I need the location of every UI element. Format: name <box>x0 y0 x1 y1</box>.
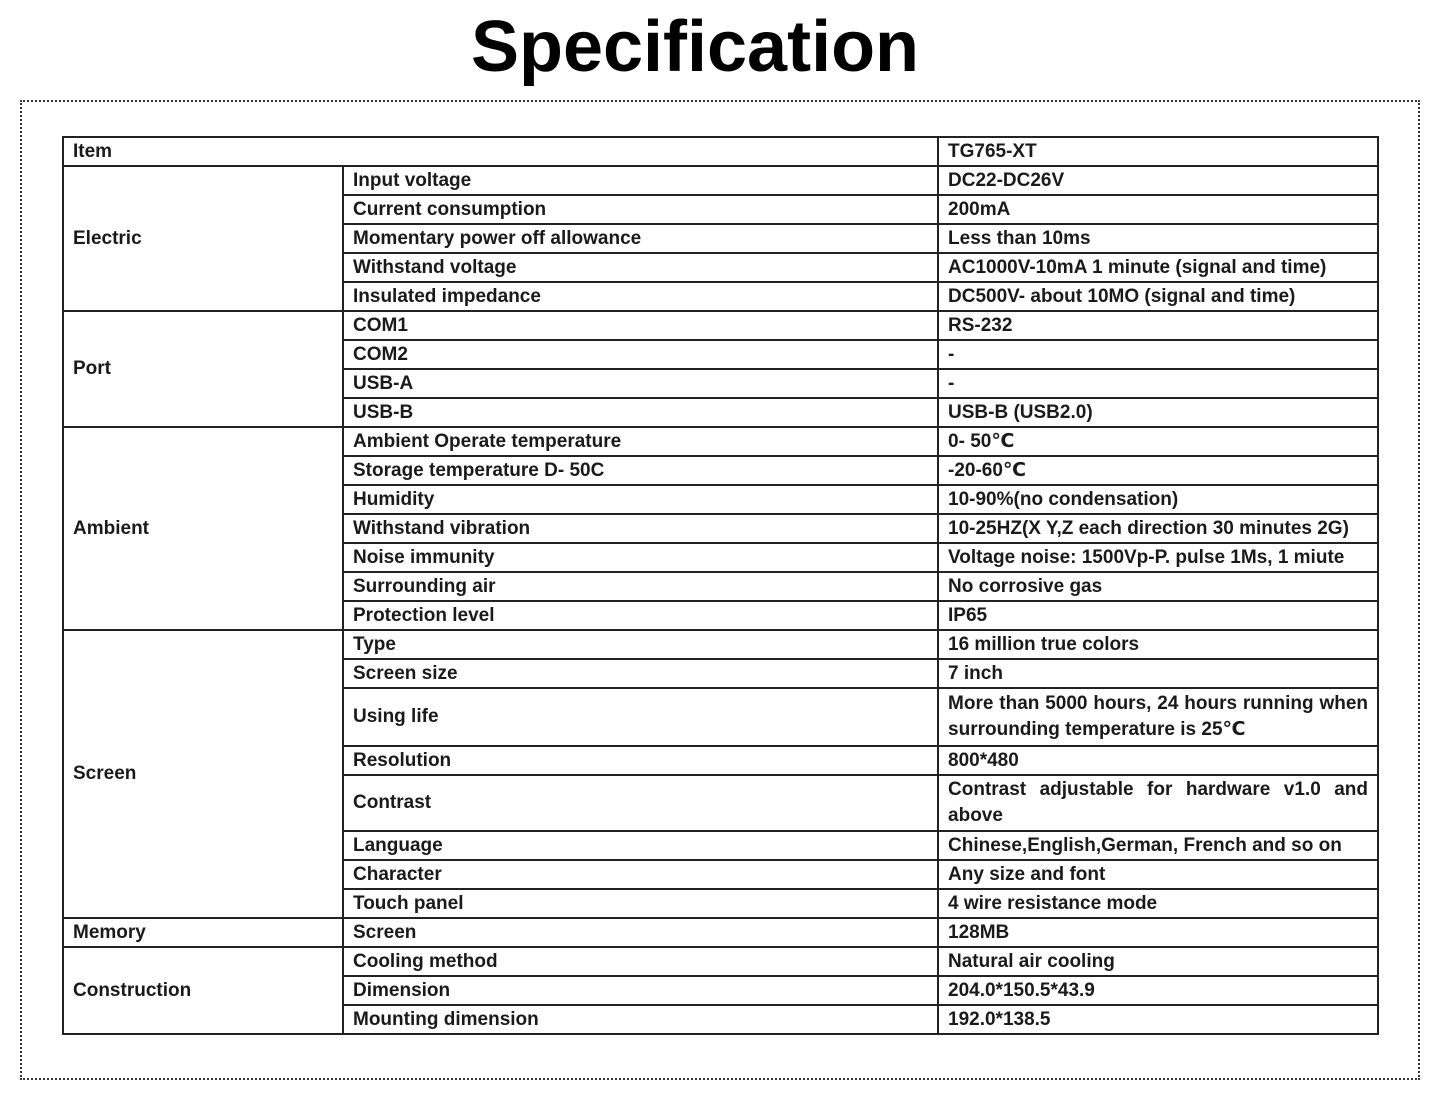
param-cell: Language <box>343 831 938 860</box>
param-cell: Cooling method <box>343 947 938 976</box>
table-row <box>63 427 1378 456</box>
param-cell: Humidity <box>343 485 938 514</box>
param-cell: Character <box>343 860 938 889</box>
group-ambient: Ambient <box>63 427 343 630</box>
group-port: Port <box>63 311 343 427</box>
value-cell: 200mA <box>938 195 1378 224</box>
value-cell: Contrast adjustable for hardware v1.0 and above <box>938 775 1378 831</box>
value-cell: Voltage noise: 1500Vp-P. pulse 1Ms, 1 miute <box>938 543 1378 572</box>
page-title: Specification <box>470 7 920 87</box>
header-model-cell: TG765-XT <box>938 137 1378 166</box>
spec-table <box>62 136 1379 1035</box>
value-cell: 800*480 <box>938 746 1378 775</box>
value-cell: -20-60℃ <box>938 456 1378 485</box>
value-cell: 10-90%(no condensation) <box>938 485 1378 514</box>
value-cell: DC22-DC26V <box>938 166 1378 195</box>
table-row <box>63 311 1378 340</box>
param-cell: Ambient Operate temperature <box>343 427 938 456</box>
group-construction: Construction <box>63 947 343 1034</box>
table-header-row <box>63 137 1378 166</box>
param-cell: Dimension <box>343 976 938 1005</box>
header-item-cell: Item <box>63 137 938 166</box>
value-cell: 16 million true colors <box>938 630 1378 659</box>
value-cell: 192.0*138.5 <box>938 1005 1378 1034</box>
param-cell: Withstand vibration <box>343 514 938 543</box>
value-cell: RS-232 <box>938 311 1378 340</box>
group-memory: Memory <box>63 918 343 947</box>
value-cell: 0- 50℃ <box>938 427 1378 456</box>
param-cell: Storage temperature D- 50C <box>343 456 938 485</box>
value-cell: Any size and font <box>938 860 1378 889</box>
value-cell: 10-25HZ(X Y,Z each direction 30 minutes 2G) <box>938 514 1378 543</box>
param-cell: Current consumption <box>343 195 938 224</box>
value-cell: Chinese,English,German, French and so on <box>938 831 1378 860</box>
param-cell: Screen <box>343 918 938 947</box>
param-cell: Resolution <box>343 746 938 775</box>
value-cell: Less than 10ms <box>938 224 1378 253</box>
value-cell: 7 inch <box>938 659 1378 688</box>
table-row <box>63 166 1378 195</box>
value-cell: 128MB <box>938 918 1378 947</box>
value-cell: More than 5000 hours, 24 hours running when surrounding temperature is 25℃ <box>938 688 1378 746</box>
param-cell: Withstand voltage <box>343 253 938 282</box>
group-screen: Screen <box>63 630 343 918</box>
table-row <box>63 947 1378 976</box>
value-cell: Natural air cooling <box>938 947 1378 976</box>
value-cell: IP65 <box>938 601 1378 630</box>
value-cell: AC1000V-10mA 1 minute (signal and time) <box>938 253 1378 282</box>
param-cell: Contrast <box>343 775 938 831</box>
param-cell: Using life <box>343 688 938 746</box>
param-cell: COM1 <box>343 311 938 340</box>
value-cell: USB-B (USB2.0) <box>938 398 1378 427</box>
value-cell: 204.0*150.5*43.9 <box>938 976 1378 1005</box>
param-cell: Mounting dimension <box>343 1005 938 1034</box>
param-cell: Protection level <box>343 601 938 630</box>
value-cell: - <box>938 340 1378 369</box>
param-cell: COM2 <box>343 340 938 369</box>
value-cell: DC500V- about 10MO (signal and time) <box>938 282 1378 311</box>
group-electric: Electric <box>63 166 343 311</box>
param-cell: Surrounding air <box>343 572 938 601</box>
value-cell: - <box>938 369 1378 398</box>
param-cell: Touch panel <box>343 889 938 918</box>
param-cell: Insulated impedance <box>343 282 938 311</box>
param-cell: Type <box>343 630 938 659</box>
param-cell: Input voltage <box>343 166 938 195</box>
value-cell: 4 wire resistance mode <box>938 889 1378 918</box>
param-cell: Screen size <box>343 659 938 688</box>
table-row <box>63 918 1378 947</box>
value-cell: No corrosive gas <box>938 572 1378 601</box>
param-cell: USB-B <box>343 398 938 427</box>
table-row <box>63 630 1378 659</box>
param-cell: USB-A <box>343 369 938 398</box>
param-cell: Noise immunity <box>343 543 938 572</box>
param-cell: Momentary power off allowance <box>343 224 938 253</box>
